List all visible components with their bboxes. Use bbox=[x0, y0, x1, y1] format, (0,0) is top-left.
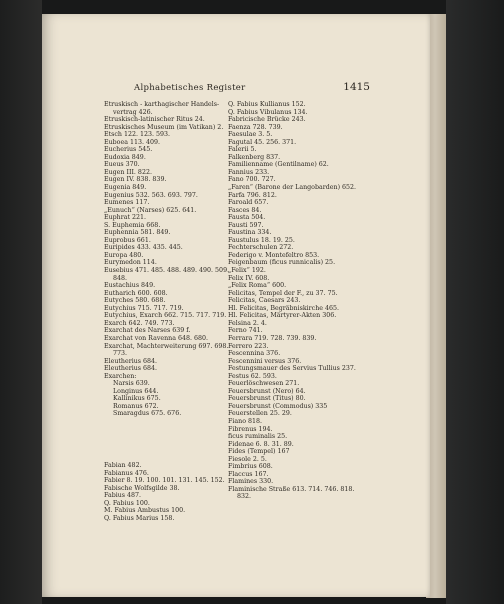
page-number: 1415 bbox=[343, 81, 370, 93]
index-entry: Fano 700. 727. bbox=[228, 176, 276, 184]
index-entry: Etruskisches Museum (im Vatikan) 2. bbox=[104, 123, 224, 131]
index-entry: Faustina 334. bbox=[228, 229, 272, 237]
index-entry: Ferrara 719. 728. 739. 839. bbox=[228, 334, 317, 342]
index-entry: Fabianus 476. bbox=[104, 469, 149, 477]
index-entry: Fagutal 45. 256. 371. bbox=[228, 138, 297, 146]
index-entry: Fides (Tempel) 167 bbox=[228, 448, 290, 456]
index-entry: Felix IV. 608. bbox=[228, 274, 270, 282]
index-entry: Flaminische Straße 613. 714. 746. 818. 832. bbox=[228, 485, 355, 501]
index-entry: Fidenae 6. 8. 31. 89. bbox=[228, 440, 294, 448]
index-entry: „Eunuch“ (Narses) 625. 641. bbox=[104, 206, 197, 214]
index-entry: Ferrero 223. bbox=[228, 342, 269, 350]
index-entry: Fabische Wolfsgilde 38. bbox=[104, 484, 180, 492]
index-entry: Euphennia 581. 849. bbox=[104, 229, 171, 237]
index-entry: M. Fabius Ambustus 100. bbox=[104, 507, 186, 515]
index-entry: Eueus 370. bbox=[104, 161, 140, 169]
index-entry: Federigo v. Montefeltro 853. bbox=[228, 251, 320, 259]
index-entry: Fabricische Brücke 243. bbox=[228, 116, 306, 124]
section-gap bbox=[104, 418, 240, 462]
index-entry: Eudoxia 849. bbox=[104, 153, 146, 161]
index-entry: Fimbrius 608. bbox=[228, 463, 273, 471]
index-entry: Eugenius 532. 563. 693. 797. bbox=[104, 191, 198, 199]
index-entry: Q. Fabius Kullianus 152. bbox=[228, 101, 306, 108]
index-entry: Felicitas, Tempel der F., zu 37. 75. bbox=[228, 289, 338, 297]
index-entry: Hl. Felicitas, Begräbniskirche 465. bbox=[228, 304, 339, 312]
index-entry: S. Euphemia 668. bbox=[104, 221, 161, 229]
index-entry: Etruskisch - karthagischer Handels-vertrag 426. bbox=[104, 101, 220, 116]
index-entry: Exarchen: bbox=[104, 372, 137, 380]
index-entry: Fausta 504. bbox=[228, 214, 266, 222]
index-entry: Ferno 741. bbox=[228, 327, 263, 335]
index-entry: Fabian 482. bbox=[104, 461, 142, 469]
index-entry: Eutyches 580. 688. bbox=[104, 297, 166, 305]
index-entry: Feuerlöschwesen 271. bbox=[228, 380, 300, 388]
index-entry: Exarchat des Narses 639 f. bbox=[104, 327, 191, 335]
index-entry: Faustulus 18. 19. 25. bbox=[228, 236, 295, 244]
index-entry: Feuersbrunst (Nero) 64. bbox=[228, 387, 306, 395]
index-entry: Felicitas, Caesars 243. bbox=[228, 297, 301, 305]
index-entry: Euphrat 221. bbox=[104, 214, 147, 222]
index-entry: Euboea 113. 409. bbox=[104, 138, 160, 146]
index-entry: Felsina 2. 4. bbox=[228, 319, 267, 327]
index-entry: Falerii 5. bbox=[228, 146, 257, 154]
index-entry: Flaccus 167. bbox=[228, 470, 269, 478]
running-header bbox=[134, 82, 370, 96]
index-entry: Euprobus 661. bbox=[104, 236, 151, 244]
index-entry: Euripides 433. 435. 445. bbox=[104, 244, 183, 252]
index-entry: Hl. Felicitas, Märtyrer-Akten 306. bbox=[228, 312, 337, 320]
index-entry: Eumenes 117. bbox=[104, 199, 150, 207]
index-entry: Faesulae 3. 5. bbox=[228, 131, 273, 139]
index-entry: Eucherius 545. bbox=[104, 146, 153, 154]
index-entry: Q. Fabius Vibulanus 134. bbox=[228, 108, 308, 116]
index-entry: Q. Fabius 100. bbox=[104, 499, 150, 507]
index-entry: Exarch 642. 749. 773. bbox=[104, 319, 175, 327]
index-entry: Fannius 233. bbox=[228, 168, 270, 176]
index-entry: Eusebius 471. 485. 488. 489. 490. 509. 848. bbox=[104, 267, 230, 282]
index-column-left bbox=[104, 101, 240, 522]
index-entry: „Felix“ 192. bbox=[228, 267, 266, 275]
index-entry: Feuerstellen 25. 29. bbox=[228, 410, 292, 418]
index-entry: Eutychius, Exarch 662. 715. 717. 719. bbox=[104, 312, 227, 320]
index-column-right bbox=[228, 101, 364, 501]
index-entry: Feuersbrunst (Commodus) 335 bbox=[228, 402, 328, 410]
index-entry: Feigenbaum (ficus runnicalis) 25. bbox=[228, 259, 336, 267]
index-entry: Q. Fabius Marius 158. bbox=[104, 514, 175, 522]
index-entry: Feuersbrunst (Titus) 80. bbox=[228, 395, 306, 403]
index-entry: Exarchat von Ravenna 648. 680. bbox=[104, 334, 209, 342]
index-entry: Flamines 330. bbox=[228, 478, 274, 486]
index-entry: Falkenberg 837. bbox=[228, 153, 281, 161]
book-cover-left bbox=[0, 0, 42, 604]
index-entry: Festus 62. 593. bbox=[228, 372, 277, 380]
book-cover-right bbox=[446, 0, 504, 604]
index-entry: Faenza 728. 739. bbox=[228, 123, 283, 131]
index-entry: Farfa 796. 812. bbox=[228, 191, 277, 199]
index-entry: Eugenia 849. bbox=[104, 184, 147, 192]
index-subentry: Smaragdus 675. 676. bbox=[113, 410, 182, 418]
index-entry: ficus ruminalis 25. bbox=[228, 433, 288, 441]
index-entry: Fiesole 2. 5. bbox=[228, 455, 267, 463]
index-entry: Festungsmauer des Servius Tullius 237. bbox=[228, 365, 356, 373]
index-entry: Fasces 84. bbox=[228, 206, 262, 214]
running-title: Alphabetisches Register bbox=[134, 83, 246, 93]
index-entry: Etruskisch-latinischer Ritus 24. bbox=[104, 116, 205, 124]
index-subentry: Kallinikus 675. bbox=[113, 395, 161, 403]
index-entry: Eustachius 849. bbox=[104, 282, 156, 290]
index-entry: „Felix Roma“ 600. bbox=[228, 282, 287, 290]
index-entry: Fausti 597. bbox=[228, 221, 264, 229]
index-entry: Eurymedon 114. bbox=[104, 259, 157, 267]
index-entry: Etsch 122. 123. 593. bbox=[104, 131, 171, 139]
index-entry: Fescennina 376. bbox=[228, 350, 281, 358]
index-entry: Eutharich 600. 608. bbox=[104, 289, 168, 297]
index-entry: Fechterschulen 272. bbox=[228, 244, 294, 252]
index-subentry: Romanus 672. bbox=[113, 402, 159, 410]
index-entry: Exarchat, Machterweiterung 697. 698. 773. bbox=[104, 342, 229, 358]
index-entry: Eleutherius 684. bbox=[104, 365, 158, 373]
index-entry: Europa 480. bbox=[104, 251, 144, 259]
index-entry: Faroald 657. bbox=[228, 199, 269, 207]
index-entry: „Faren“ (Barone der Langobarden) 652. bbox=[228, 184, 357, 192]
index-entry: Fabius 487. bbox=[104, 492, 142, 500]
index-entry: Eugen III. 822. bbox=[104, 168, 152, 176]
index-subentry: Narsis 639. bbox=[113, 380, 150, 388]
index-entry: Fabier 8. 19. 100. 101. 131. 145. 152. bbox=[104, 477, 225, 485]
index-entry: Eutychius 715. 717. 719. bbox=[104, 304, 184, 312]
index-subentry: Longinus 644. bbox=[113, 387, 159, 395]
index-entry: Familienname (Gentilname) 62. bbox=[228, 161, 329, 169]
index-entry: Fiano 818. bbox=[228, 417, 263, 425]
index-entry: Fescennini versus 376. bbox=[228, 357, 302, 365]
index-entry: Eleutherius 684. bbox=[104, 357, 158, 365]
index-entry: Eugen IV. 838. 839. bbox=[104, 176, 167, 184]
index-entry: Fibrenus 194. bbox=[228, 425, 273, 433]
